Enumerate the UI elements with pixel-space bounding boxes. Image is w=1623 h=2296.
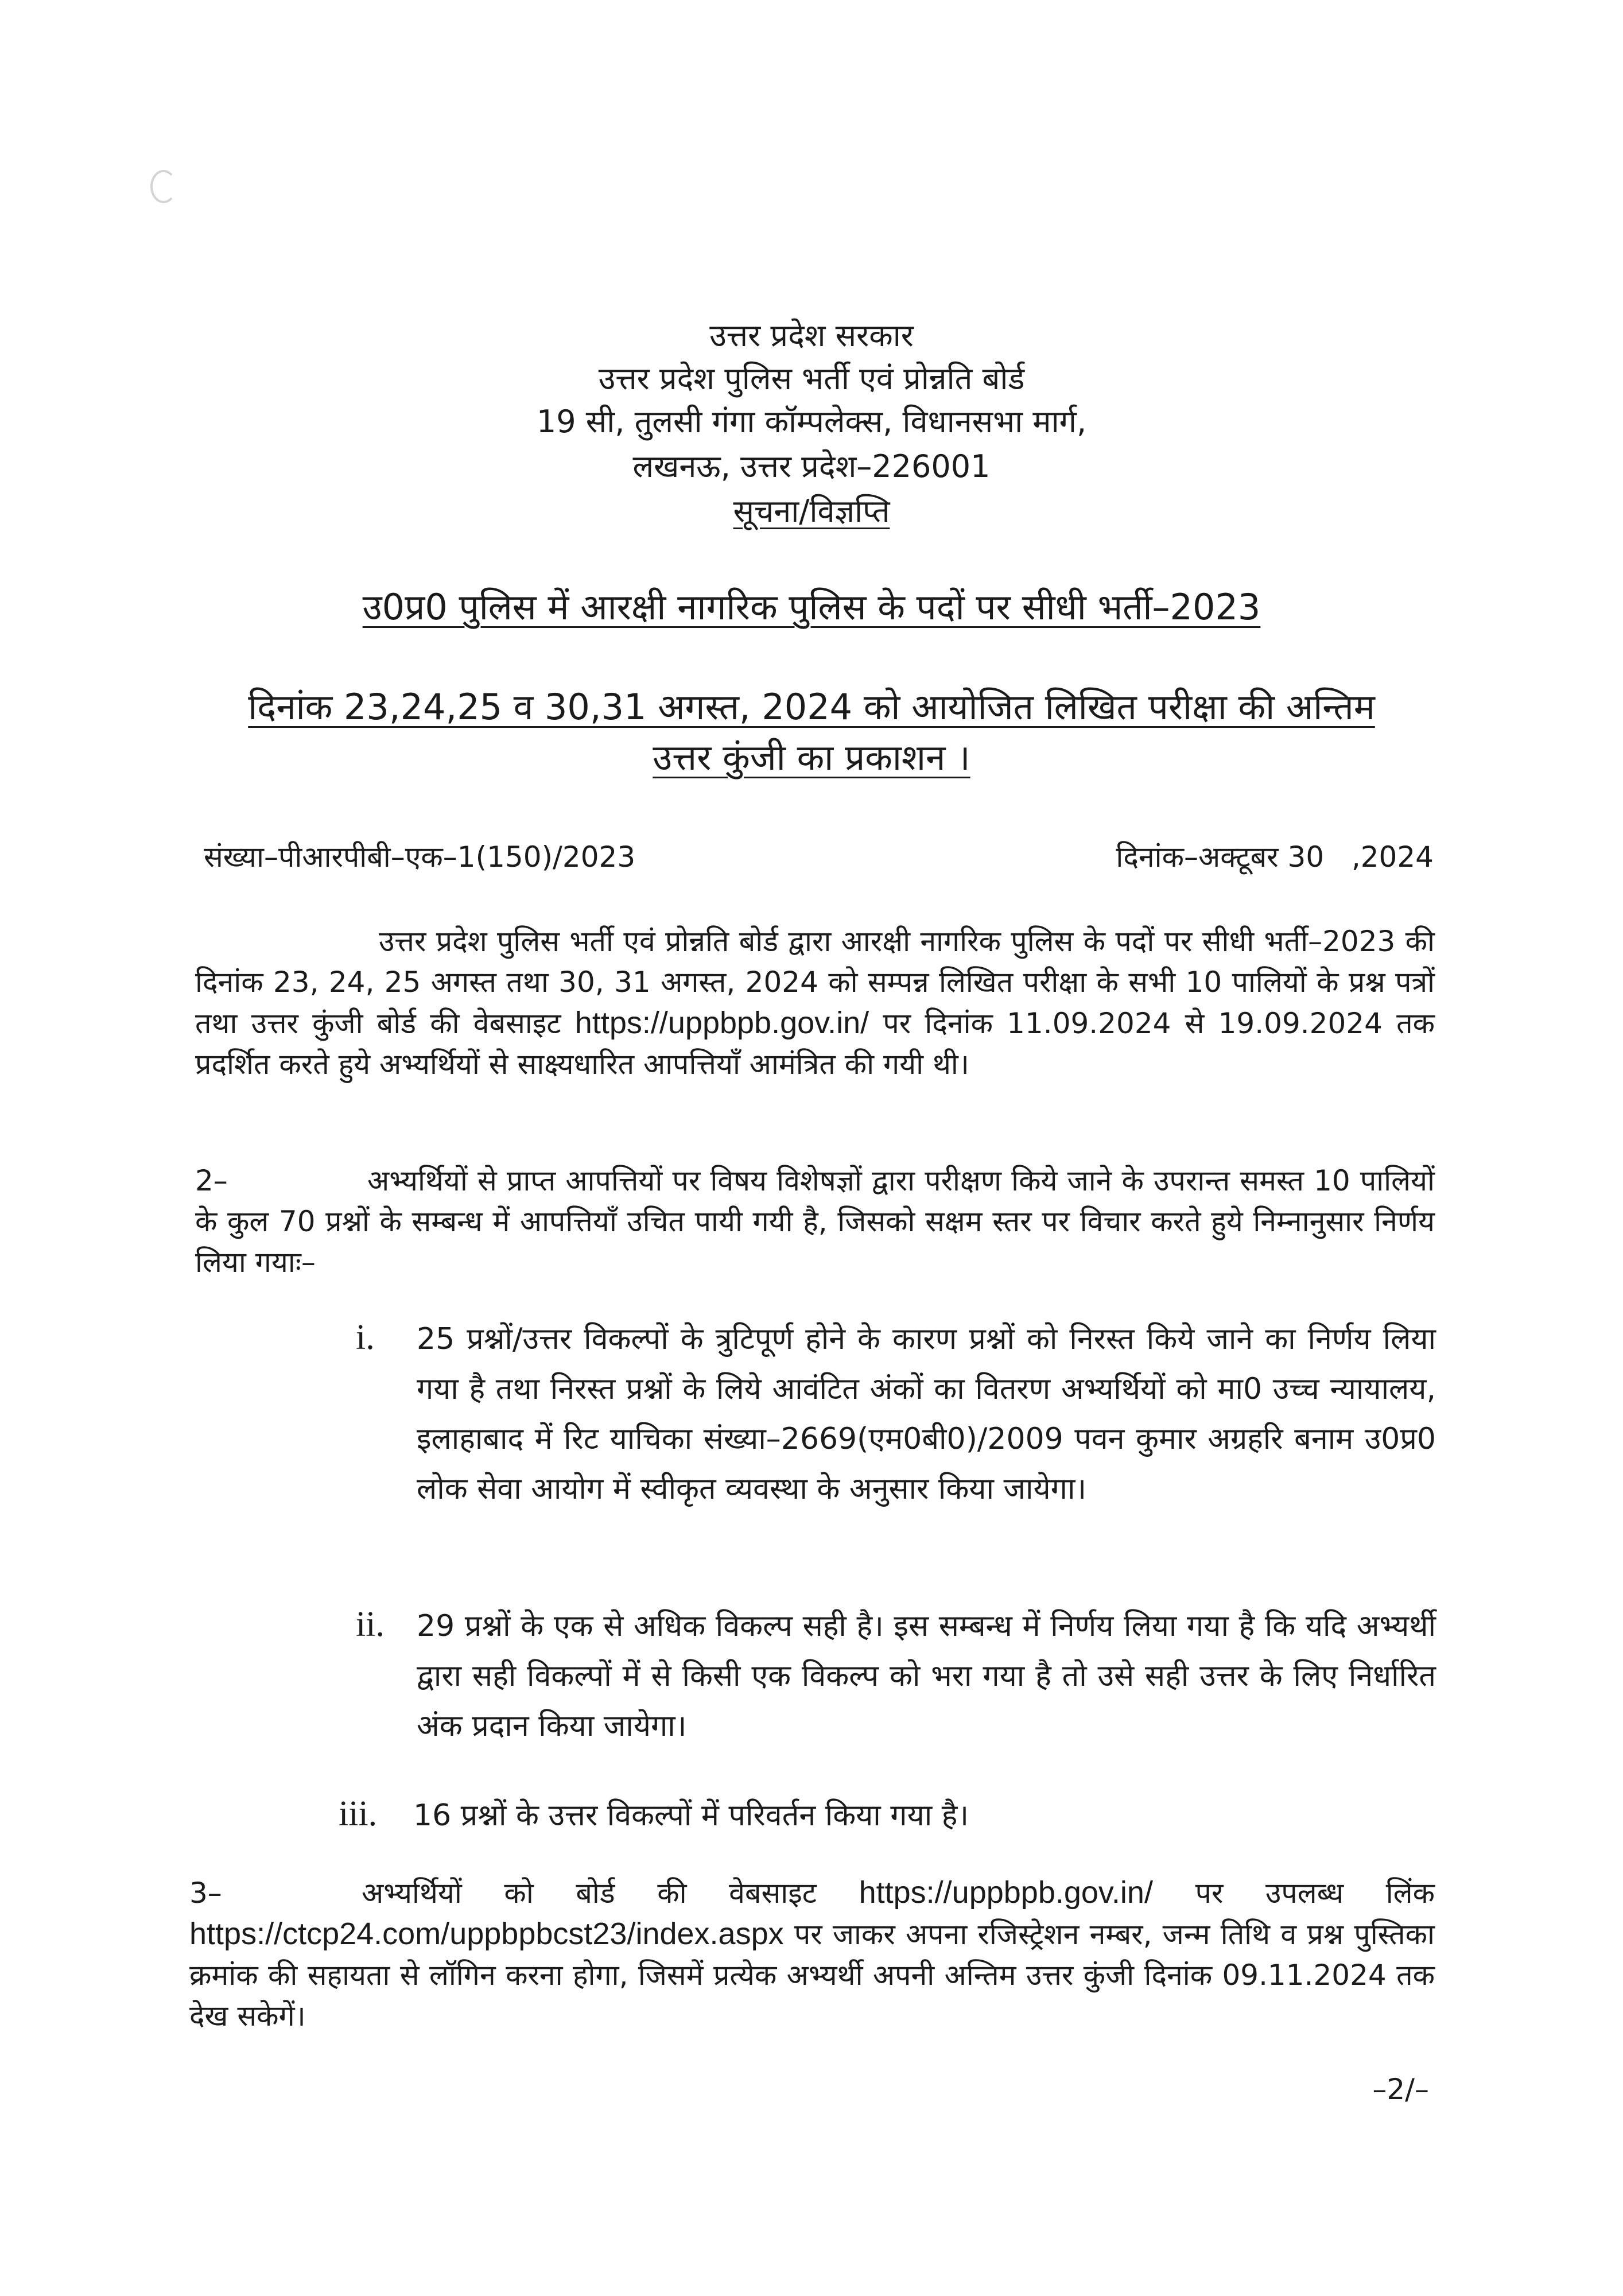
- decision-item-3-text: 16 प्रश्नों के उत्तर विकल्पों में परिवर्तन किया गया है।: [413, 1798, 969, 1833]
- paragraph-3-text-c: पर जाकर अपना रजिस्ट्रेशन नम्बर, जन्म तिथि व प्रश्न पुस्तिका क्रमांक की सहायता से लॉगिन करना होगा, जिसमें प्रत्येक अभ्यर्थी अपनी अन्तिम उत्तर कुंजी दिनांक 09.11.2024 तक देख सकेगें।: [189, 1918, 1435, 2033]
- paragraph-2-number: 2–: [195, 1164, 228, 1197]
- board-website-link-2[interactable]: https://uppbpb.gov.in/: [859, 1875, 1153, 1910]
- paragraph-1-text-b: पर दिनांक 11.09.2024 से 19.09.2024 तक प्रदर्शित करते हुये अभ्यर्थियों से साक्ष्यधारित आपत्तियाँ आमंत्रित की गयी थी।: [195, 1007, 1435, 1081]
- decision-item-2-numeral: ii.: [356, 1605, 385, 1644]
- paragraph-3-text-b: पर उपलब्ध लिंक: [1195, 1876, 1435, 1910]
- decision-item-1-text: 25 प्रश्नों/उत्तर विकल्पों के त्रुटिपूर्ण होने के कारण प्रश्नों को निरस्त किये जाने का निर्णय लिया गया है तथा निरस्त प्रश्नों के लिये आवंटित अंकों का वितरण अभ्यर्थियों को मा0 उच्च न्यायालय, इलाहाबाद में रिट याचिका संख्या–2669(एम0बी0)/2009 पवन कुमार अग्रहरि बनाम उ0प्र0 लोक सेवा आयोग में स्वीकृत व्यवस्था के अनुसार किया जायेगा।: [417, 1322, 1436, 1506]
- paragraph-3-text-a: अभ्यर्थियों को बोर्ड की वेबसाइट: [362, 1876, 817, 1910]
- paragraph-3-number: 3–: [189, 1876, 222, 1910]
- paragraph-2-text: अभ्यर्थियों से प्राप्त आपत्तियों पर विषय विशेषज्ञों द्वारा परीक्षण किये जाने के उपरान्त समस्त 10 पालियों के कुल 70 प्रश्नों के सम्बन्ध में आपत्तियाँ उचित पायी गयी है, जिसको सक्षम स्तर पर विचार करते हुये निम्नानुसार निर्णय लिया गयाः–: [195, 1164, 1435, 1279]
- paragraph-2: [195, 1161, 1435, 1283]
- title-subtitle-line1: दिनांक 23,24,25 व 30,31 अगस्त, 2024 को आयोजित लिखित परीक्षा की अन्तिम: [248, 686, 1375, 728]
- title-main: उ0प्र0 पुलिस में आरक्षी नागरिक पुलिस के पदों पर सीधी भर्ती–2023: [362, 586, 1261, 628]
- paragraph-1-text-a: उत्तर प्रदेश पुलिस भर्ती एवं प्रोन्नति बोर्ड द्वारा आरक्षी नागरिक पुलिस के पदों पर सीधी भर्ती–2023 की दिनांक 23, 24, 25 अगस्त तथा 30, 31 अगस्त, 2024 को सम्पन्न लिखित परीक्षा के सभी 10 पालियों के प्रश्न पत्रों तथा उत्तर कुंजी बोर्ड की वेबसाइट: [195, 925, 1435, 1040]
- header-address-line2: लखनऊ, उत्तर प्रदेश–226001: [632, 448, 991, 484]
- decision-item-3-numeral: iii.: [339, 1794, 378, 1833]
- decision-item-2-text: 29 प्रश्नों के एक से अधिक विकल्प सही है। इस सम्बन्ध में निर्णय लिया गया है कि यदि अभ्यर्थी द्वारा सही विकल्पों में से किसी एक विकल्प को भरा गया है तो उसे सही उत्तर के लिए निर्धारित अंक प्रदान किया जायेगा।: [417, 1609, 1436, 1743]
- header-government: उत्तर प्रदेश सरकार: [709, 317, 914, 354]
- paragraph-1: [195, 921, 1435, 1085]
- reference-date: दिनांक–अक्टूबर 30 ,2024: [1116, 840, 1434, 874]
- notice-label: [0, 491, 1623, 532]
- answer-key-login-link[interactable]: https://ctcp24.com/uppbpbcst23/index.aspx: [189, 1917, 784, 1951]
- board-website-link[interactable]: https://uppbpb.gov.in/: [574, 1006, 869, 1040]
- title-subtitle-line2: उत्तर कुंजी का प्रकाशन ।: [653, 736, 970, 778]
- page-continuation-marker: –2/–: [1372, 2073, 1429, 2106]
- paragraph-3: [189, 1872, 1435, 2037]
- reference-number: संख्या–पीआरपीबी–एक–1(150)/2023: [204, 840, 636, 874]
- decision-item-1-numeral: i.: [356, 1318, 375, 1357]
- header-address-line1: 19 सी, तुलसी गंगा कॉम्पलेक्स, विधानसभा मार्ग,: [536, 404, 1087, 440]
- notice-label-text: सूचना/विज्ञप्ति: [733, 493, 890, 529]
- header-board-name: उत्तर प्रदेश पुलिस भर्ती एवं प्रोन्नति बोर्ड: [598, 360, 1025, 397]
- scan-artifact: [150, 170, 177, 203]
